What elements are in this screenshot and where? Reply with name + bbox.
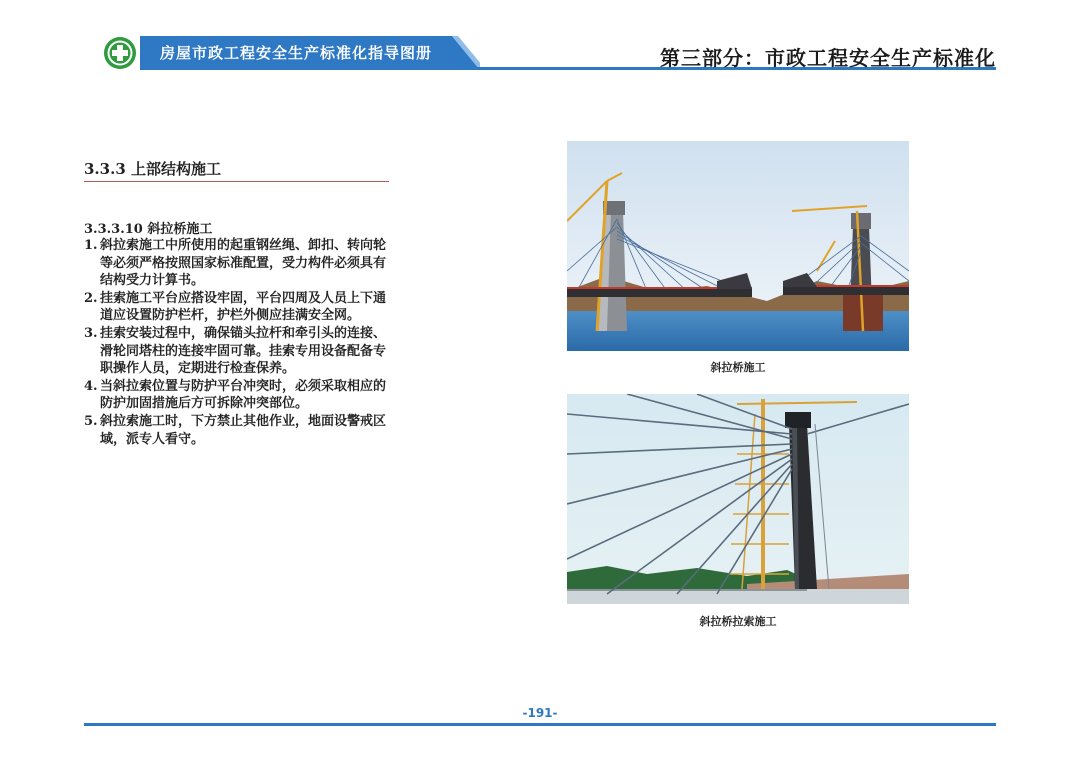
- list-item: 1. 斜拉索施工中所使用的起重钢丝绳、卸扣、转向轮等必须严格按照国家标准配置，受力构件必须具有结构受力计算书。: [84, 238, 387, 289]
- figure-caption: 斜拉桥施工: [710, 361, 766, 374]
- requirement-list: [84, 237, 394, 448]
- handbook-title: 房屋市政工程安全生产标准化指导图册: [160, 44, 433, 62]
- list-item: 3. 挂索安装过程中，确保锚头拉杆和牵引头的连接、滑轮同塔柱的连接牢固可靠。挂索专用设备配备专职操作人员，定期进行检查保养。: [84, 325, 387, 377]
- green-cross-safety-icon: [103, 36, 137, 70]
- figure-caption: 斜拉桥拉索施工: [699, 615, 777, 628]
- list-item: 4. 当斜拉索位置与防护平台冲突时，必须采取相应的防护加固措施后方可拆除冲突部位。: [84, 378, 387, 412]
- bridge-cable-installation-illustration: [567, 394, 909, 604]
- subsection-title: 3.3.3.10 斜拉桥施工: [84, 222, 213, 237]
- section-rule: [84, 181, 389, 182]
- section-title: 3.3.3 上部结构施工: [84, 160, 221, 178]
- list-item: 2. 挂索施工平台应搭设牢固，平台四周及人员上下通道应设置防护栏杆，护栏外侧应挂满安全网。: [84, 290, 387, 324]
- page-number: -191-: [522, 706, 558, 720]
- footer-rule: [84, 723, 996, 726]
- part-title: 第三部分：市政工程安全生产标准化: [660, 46, 996, 70]
- list-item: 5. 斜拉索施工时，下方禁止其他作业，地面设警戒区域，派专人看守。: [84, 413, 387, 447]
- cable-stayed-bridge-construction-illustration: [567, 141, 909, 351]
